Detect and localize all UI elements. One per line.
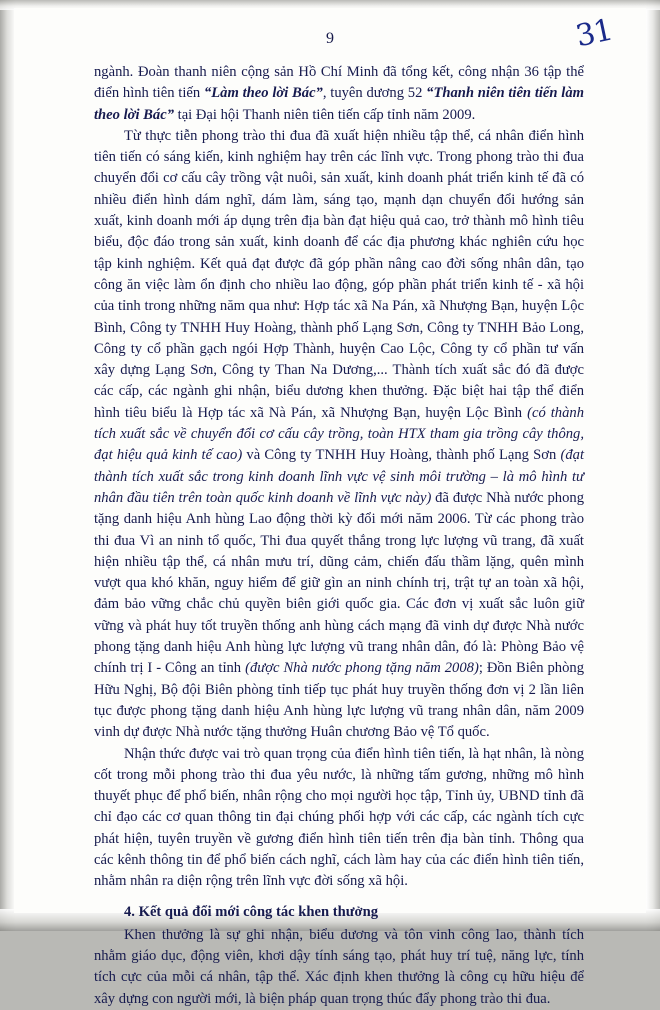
text-run: , tuyên dương 52 [322,85,427,102]
text-run: Nhận thức được vai trò quan trọng của điển hình tiên tiến, là hạt nhân, là nòng cốt trong mỗi phong trào thi đua yêu nước, là những tấm gương, những mô hình thuyết phục để phổ biến, nhân rộng cho mọi người học tập, Tỉnh ủy, UBND tỉnh đã chỉ đạo các cơ quan thông tin đại chúng phối hợp với các cấp, các ngành tích cực phát hiện, tuyên truyền về gương điển hình tiên tiến trên địa bàn tỉnh. Thông qua các kênh thông tin để phổ biến cách nghĩ, cách làm hay của các điển hình tiên tiến, nhằm nhân ra diện rộng trên lĩnh vực đời sống xã hội. [94,745,584,890]
document-body [94,62,584,1010]
text-run: “Thanh niên tiên tiến làm theo lời Bác” [94,85,585,123]
paragraph-2 [94,126,584,744]
paragraph-1 [94,62,584,126]
text-run: “Làm theo lời Bác” [203,85,323,102]
text-run: đã được Nhà nước phong tặng danh hiệu Anh hùng Lao động thời kỳ đổi mới năm 2006. Từ các phong trào thi đua Vì an ninh tổ quốc, Thi đua quyết thắng trong lực lượng vũ trang, đã xuất hiện nhiều tập thể, cá nhân mưu trí, dũng cảm, chiến đấu thầm lặng, quên mình vượt qua khó khăn, nguy hiểm để giữ gìn an ninh chính trị, trật tự an toàn xã hội, đảm bảo vững chắc chủ quyền biên giới quốc gia. Các đơn vị xuất sắc luôn giữ vững và phát huy tốt truyền thống anh hùng cách mạng đã vinh dự được Nhà nước phong tặng danh hiệu Anh hùng lực lượng vũ trang nhân dân, đó là: Phòng Bảo vệ chính trị I - Công an tỉnh [94,489,584,677]
text-run: (được Nhà nước phong tặng năm 2008) [245,660,479,677]
handwritten-page-number: 31 [572,12,616,55]
section-heading [94,902,584,923]
text-run: Từ thực tiễn phong trào thi đua đã xuất hiện nhiều tập thể, cá nhân điển hình tiên tiến có sáng kiến, kinh nghiệm hay trên các lĩnh vực. Trong phong trào thi đua chuyển đổi cơ cấu cây trồng vật nuôi, sản xuất, kinh doanh phát triển kinh tế đã có nhiều điển hình dám nghĩ, dám làm, sáng tạo, mạnh dạn chuyển đổi hướng sản xuất, kinh doanh mới áp dụng trên địa bàn đạt hiệu quả cao, trở thành mô hình tiêu biểu, độc đáo trong sản xuất, kinh doanh để các địa phương khác nghiên cứu học tập kinh nghiệm. Kết quả đạt được đã góp phần nâng cao đời sống nhân dân, tạo công ăn việc làm ổn định cho nhiều lao động, góp phần phát triển kinh tế - xã hội của tỉnh trong những năm qua như: Hợp tác xã Na Pán, xã Nhượng Bạn, huyện Lộc Bình, Công ty TNHH Huy Hoàng, thành phố Lạng Sơn, Công ty TNHH Bảo Long, Công ty cổ phần gạch ngói Hợp Thành, huyện Cao Lộc, Công ty cổ phần tư vấn xây dựng Lạng Sơn, Công ty Than Na Dương,... Thành tích xuất sắc đó đã được các cấp, các ngành ghi nhận, biểu dương khen thưởng. Đặc biệt hai tập thể điển hình tiêu biểu là Hợp tác xã Nà Pán, xã Nhượng Bạn, huyện Lộc Bình [94,127,584,421]
paper-sheet [14,8,646,1007]
text-run: Khen thưởng là sự ghi nhận, biểu dương và tôn vinh công lao, thành tích nhằm giáo dục, động viên, khơi dậy tính sáng tạo, phát huy trí tuệ, năng lực, tính tích cực của mỗi cá nhân, tập thể. Xác định khen thưởng là công cụ hữu hiệu để xây dựng con người mới, là biện pháp quan trọng thúc đẩy phong trào thi đua. [94,926,584,1007]
text-run: ; Đồn Biên phòng Hữu Nghị, Bộ đội Biên phòng tỉnh tiếp tục phát huy truyền thống đơn vị 2 lần liên tục được phong tặng danh hiệu Anh hùng lực lượng vũ trang nhân dân, năm 2009 vinh dự được Nhà nước tặng thưởng Huân chương Bảo vệ Tổ quốc. [94,660,584,741]
text-run: và Công ty TNHH Huy Hoàng, thành phố Lạng Sơn [242,447,561,464]
page-number: 9 [326,30,334,47]
text-run: (đạt thành tích xuất sắc trong kinh doanh lĩnh vực vệ sinh môi trường – là mô hình tư nhân đầu tiên trên toàn quốc kinh doanh về lĩnh vực này) [94,447,584,506]
text-run: (có thành tích xuất sắc về chuyển đổi cơ cấu cây trồng, toàn HTX tham gia trồng cây thông, đạt hiệu quả kinh tế cao) [94,404,584,464]
paragraph-4 [94,925,584,1010]
text-run: tại Đại hội Thanh niên tiên tiến cấp tỉnh năm 2009. [174,106,476,123]
paragraph-3 [94,744,584,893]
page-edge-shadow-right [646,0,660,931]
text-run: ngành. Đoàn thanh niên cộng sản Hồ Chí Minh đã tổng kết, công nhận 36 tập thể điển hình tiên tiến [94,64,584,102]
text-run: 4. Kết quả đổi mới công tác khen thưởng [124,903,378,920]
